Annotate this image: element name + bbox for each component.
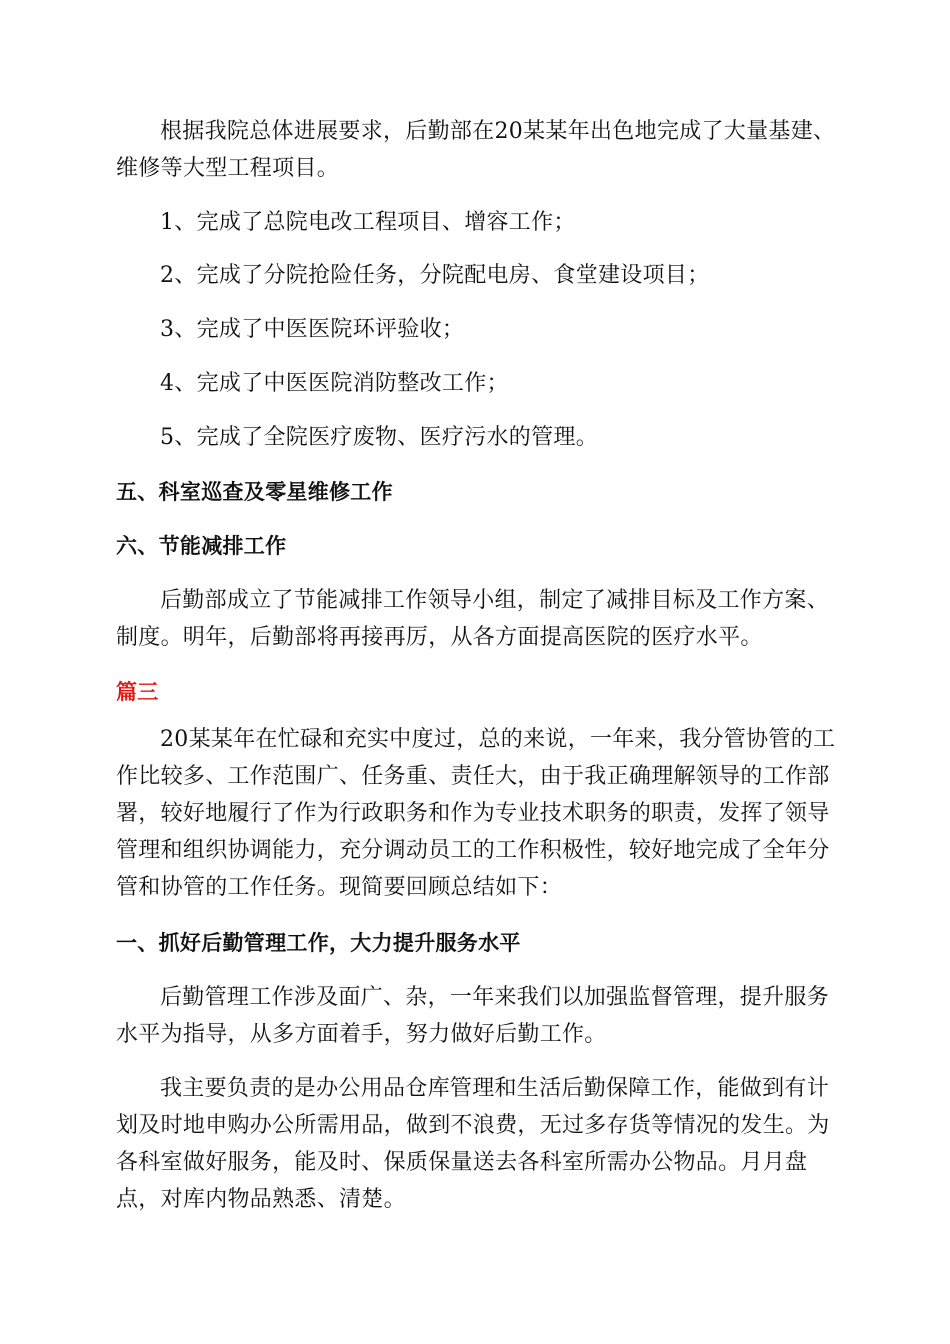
list-item-2: 2、完成了分院抢险任务，分院配电房、食堂建设项目； <box>160 263 710 288</box>
paragraph-intro: 根据我院总体进展要求，后勤部在20某某年出色地完成了大量基建、维修等大型工程项目。 <box>116 119 836 181</box>
paragraph-warehouse: 我主要负责的是办公用品仓库管理和生活后勤保障工作，能做到有计划及时地申购办公所需用品，做到不浪费，无过多存货等情况的发生。为各科室做好服务，能及时、保质保量送去各科室所需办公物品。月月盘点，对库内物品熟悉、清楚。 <box>116 1076 830 1212</box>
list-item-5: 5、完成了全院医疗废物、医疗污水的管理。 <box>160 425 598 450</box>
section-heading-6: 六、节能减排工作 <box>116 534 287 558</box>
list-item-3: 3、完成了中医医院环评验收； <box>160 317 465 342</box>
list-item-1: 1、完成了总院电改工程项目、增容工作； <box>160 210 576 235</box>
part-heading: 篇三 <box>116 680 159 704</box>
paragraph-annual-summary: 20某某年在忙碌和充实中度过，总的来说，一年来，我分管协管的工作比较多、工作范围广、任务重、责任大，由于我正确理解领导的工作部署，较好地履行了作为行政职务和作为专业技术职务的职责，发挥了领导管理和组织协调能力，充分调动员工的工作积极性，较好地完成了全年分管和协管的工作任务。现简要回顾总结如下： <box>116 727 836 900</box>
paragraph-logistics: 后勤管理工作涉及面广、杂，一年来我们以加强监督管理，提升服务水平为指导，从多方面着手，努力做好后勤工作。 <box>116 985 830 1047</box>
paragraph-energy-saving: 后勤部成立了节能减排工作领导小组，制定了减排目标及工作方案、制度。明年，后勤部将再接再厉，从各方面提高医院的医疗水平。 <box>116 588 830 650</box>
section-heading-5: 五、科室巡查及零星维修工作 <box>116 480 393 504</box>
section-heading-1: 一、抓好后勤管理工作，大力提升服务水平 <box>116 931 521 955</box>
list-item-4: 4、完成了中医医院消防整改工作； <box>160 371 509 396</box>
